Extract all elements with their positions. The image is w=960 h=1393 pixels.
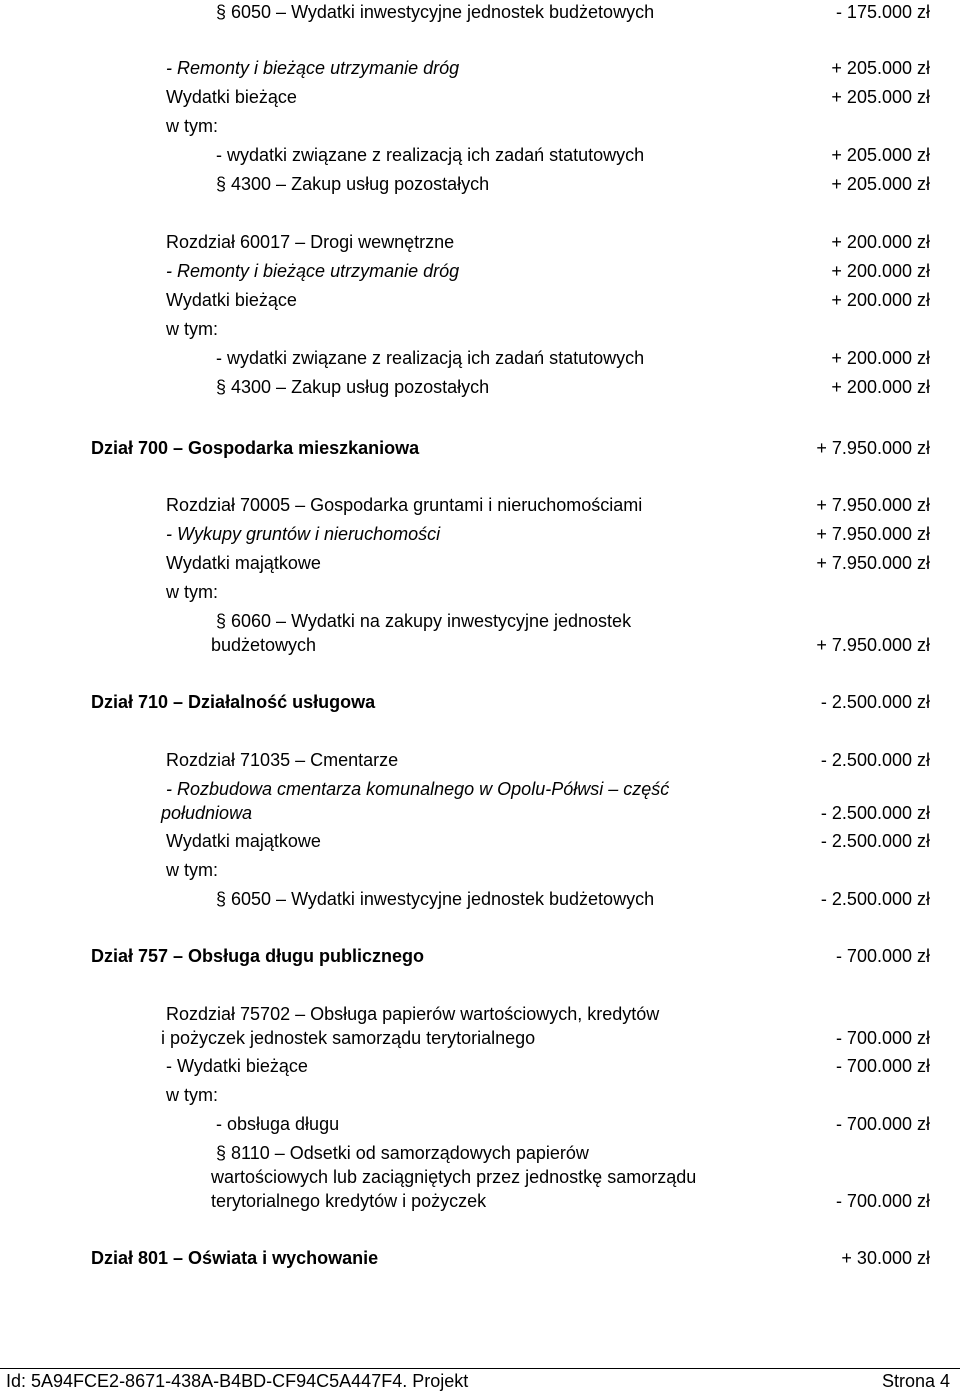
row-amount: + 205.000 zł <box>831 87 930 107</box>
row-label: południowa <box>161 803 253 823</box>
row-label: Rozdział 75702 – Obsługa papierów wartościowych, kredytów <box>166 1004 660 1024</box>
row-label: § 4300 – Zakup usług pozostałych <box>216 377 490 397</box>
row-label: § 8110 – Odsetki od samorządowych papierów <box>216 1143 589 1163</box>
page-footer <box>0 1368 960 1393</box>
row-label: Rozdział 70005 – Gospodarka gruntami i nieruchomościami <box>166 495 643 515</box>
row-label: wartościowych lub zaciągniętych przez jednostkę samorządu <box>211 1167 697 1187</box>
row-amount: - 700.000 zł <box>835 946 930 966</box>
row-label: - Rozbudowa cmentarza komunalnego w Opolu-Półwsi – część <box>166 779 670 799</box>
row-label: Wydatki bieżące <box>166 87 297 107</box>
row-label: Wydatki majątkowe <box>166 553 321 573</box>
row-amount: + 200.000 zł <box>831 261 930 281</box>
row-label: i pożyczek jednostek samorządu terytorialnego <box>161 1028 536 1048</box>
row-amount: - 700.000 zł <box>835 1114 930 1134</box>
row-amount: + 205.000 zł <box>831 58 930 78</box>
row-amount: + 205.000 zł <box>831 145 930 165</box>
row-amount: - 2.500.000 zł <box>820 692 930 712</box>
row-label: - Wykupy gruntów i nieruchomości <box>166 524 441 544</box>
row-label: Wydatki bieżące <box>166 290 297 310</box>
document-id: Id: 5A94FCE2-8671-438A-B4BD-CF94C5A447F4. Projekt <box>6 1371 469 1391</box>
row-label: § 6060 – Wydatki na zakupy inwestycyjne jednostek <box>216 611 632 631</box>
row-amount: + 200.000 zł <box>831 377 930 397</box>
row-label: § 4300 – Zakup usług pozostałych <box>216 174 490 194</box>
row-label: § 6050 – Wydatki inwestycyjne jednostek budżetowych <box>216 2 655 22</box>
row-amount: + 205.000 zł <box>831 174 930 194</box>
row-label: terytorialnego kredytów i pożyczek <box>211 1191 487 1211</box>
row-label: Dział 801 – Oświata i wychowanie <box>91 1248 379 1268</box>
row-amount: + 7.950.000 zł <box>816 495 930 515</box>
row-amount: + 7.950.000 zł <box>816 524 930 544</box>
row-label: - obsługa długu <box>216 1114 340 1134</box>
row-amount: - 700.000 zł <box>835 1056 930 1076</box>
row-label: - Remonty i bieżące utrzymanie dróg <box>166 58 460 78</box>
row-amount: + 200.000 zł <box>831 348 930 368</box>
row-label: Rozdział 71035 – Cmentarze <box>166 750 399 770</box>
row-amount: + 7.950.000 zł <box>816 438 930 458</box>
page-number: Strona 4 <box>881 1371 950 1391</box>
row-amount: - 2.500.000 zł <box>820 889 930 909</box>
row-label: Dział 757 – Obsługa długu publicznego <box>91 946 425 966</box>
row-label: w tym: <box>166 582 218 602</box>
row-label: w tym: <box>166 1085 218 1105</box>
row-label: § 6050 – Wydatki inwestycyjne jednostek budżetowych <box>216 889 655 909</box>
row-label: w tym: <box>166 860 218 880</box>
row-label: Dział 710 – Działalność usługowa <box>91 692 376 712</box>
row-amount: + 7.950.000 zł <box>816 635 930 655</box>
row-amount: + 30.000 zł <box>841 1248 930 1268</box>
row-label: - wydatki związane z realizacją ich zadań statutowych <box>216 348 645 368</box>
row-label: budżetowych <box>211 635 317 655</box>
row-amount: + 200.000 zł <box>831 290 930 310</box>
row-amount: - 700.000 zł <box>835 1028 930 1048</box>
row-amount: - 2.500.000 zł <box>820 750 930 770</box>
row-amount: - 2.500.000 zł <box>820 803 930 823</box>
row-label: - Remonty i bieżące utrzymanie dróg <box>166 261 460 281</box>
row-label: - Wydatki bieżące <box>166 1056 308 1076</box>
row-amount: + 200.000 zł <box>831 232 930 252</box>
row-label: w tym: <box>166 116 218 136</box>
row-amount: - 700.000 zł <box>835 1191 930 1211</box>
row-amount: - 2.500.000 zł <box>820 831 930 851</box>
row-label: - wydatki związane z realizacją ich zadań statutowych <box>216 145 645 165</box>
row-amount: - 175.000 zł <box>835 2 930 22</box>
row-label: Wydatki majątkowe <box>166 831 321 851</box>
row-label: Rozdział 60017 – Drogi wewnętrzne <box>166 232 455 252</box>
row-label: w tym: <box>166 319 218 339</box>
row-label: Dział 700 – Gospodarka mieszkaniowa <box>91 438 420 458</box>
row-amount: + 7.950.000 zł <box>816 553 930 573</box>
